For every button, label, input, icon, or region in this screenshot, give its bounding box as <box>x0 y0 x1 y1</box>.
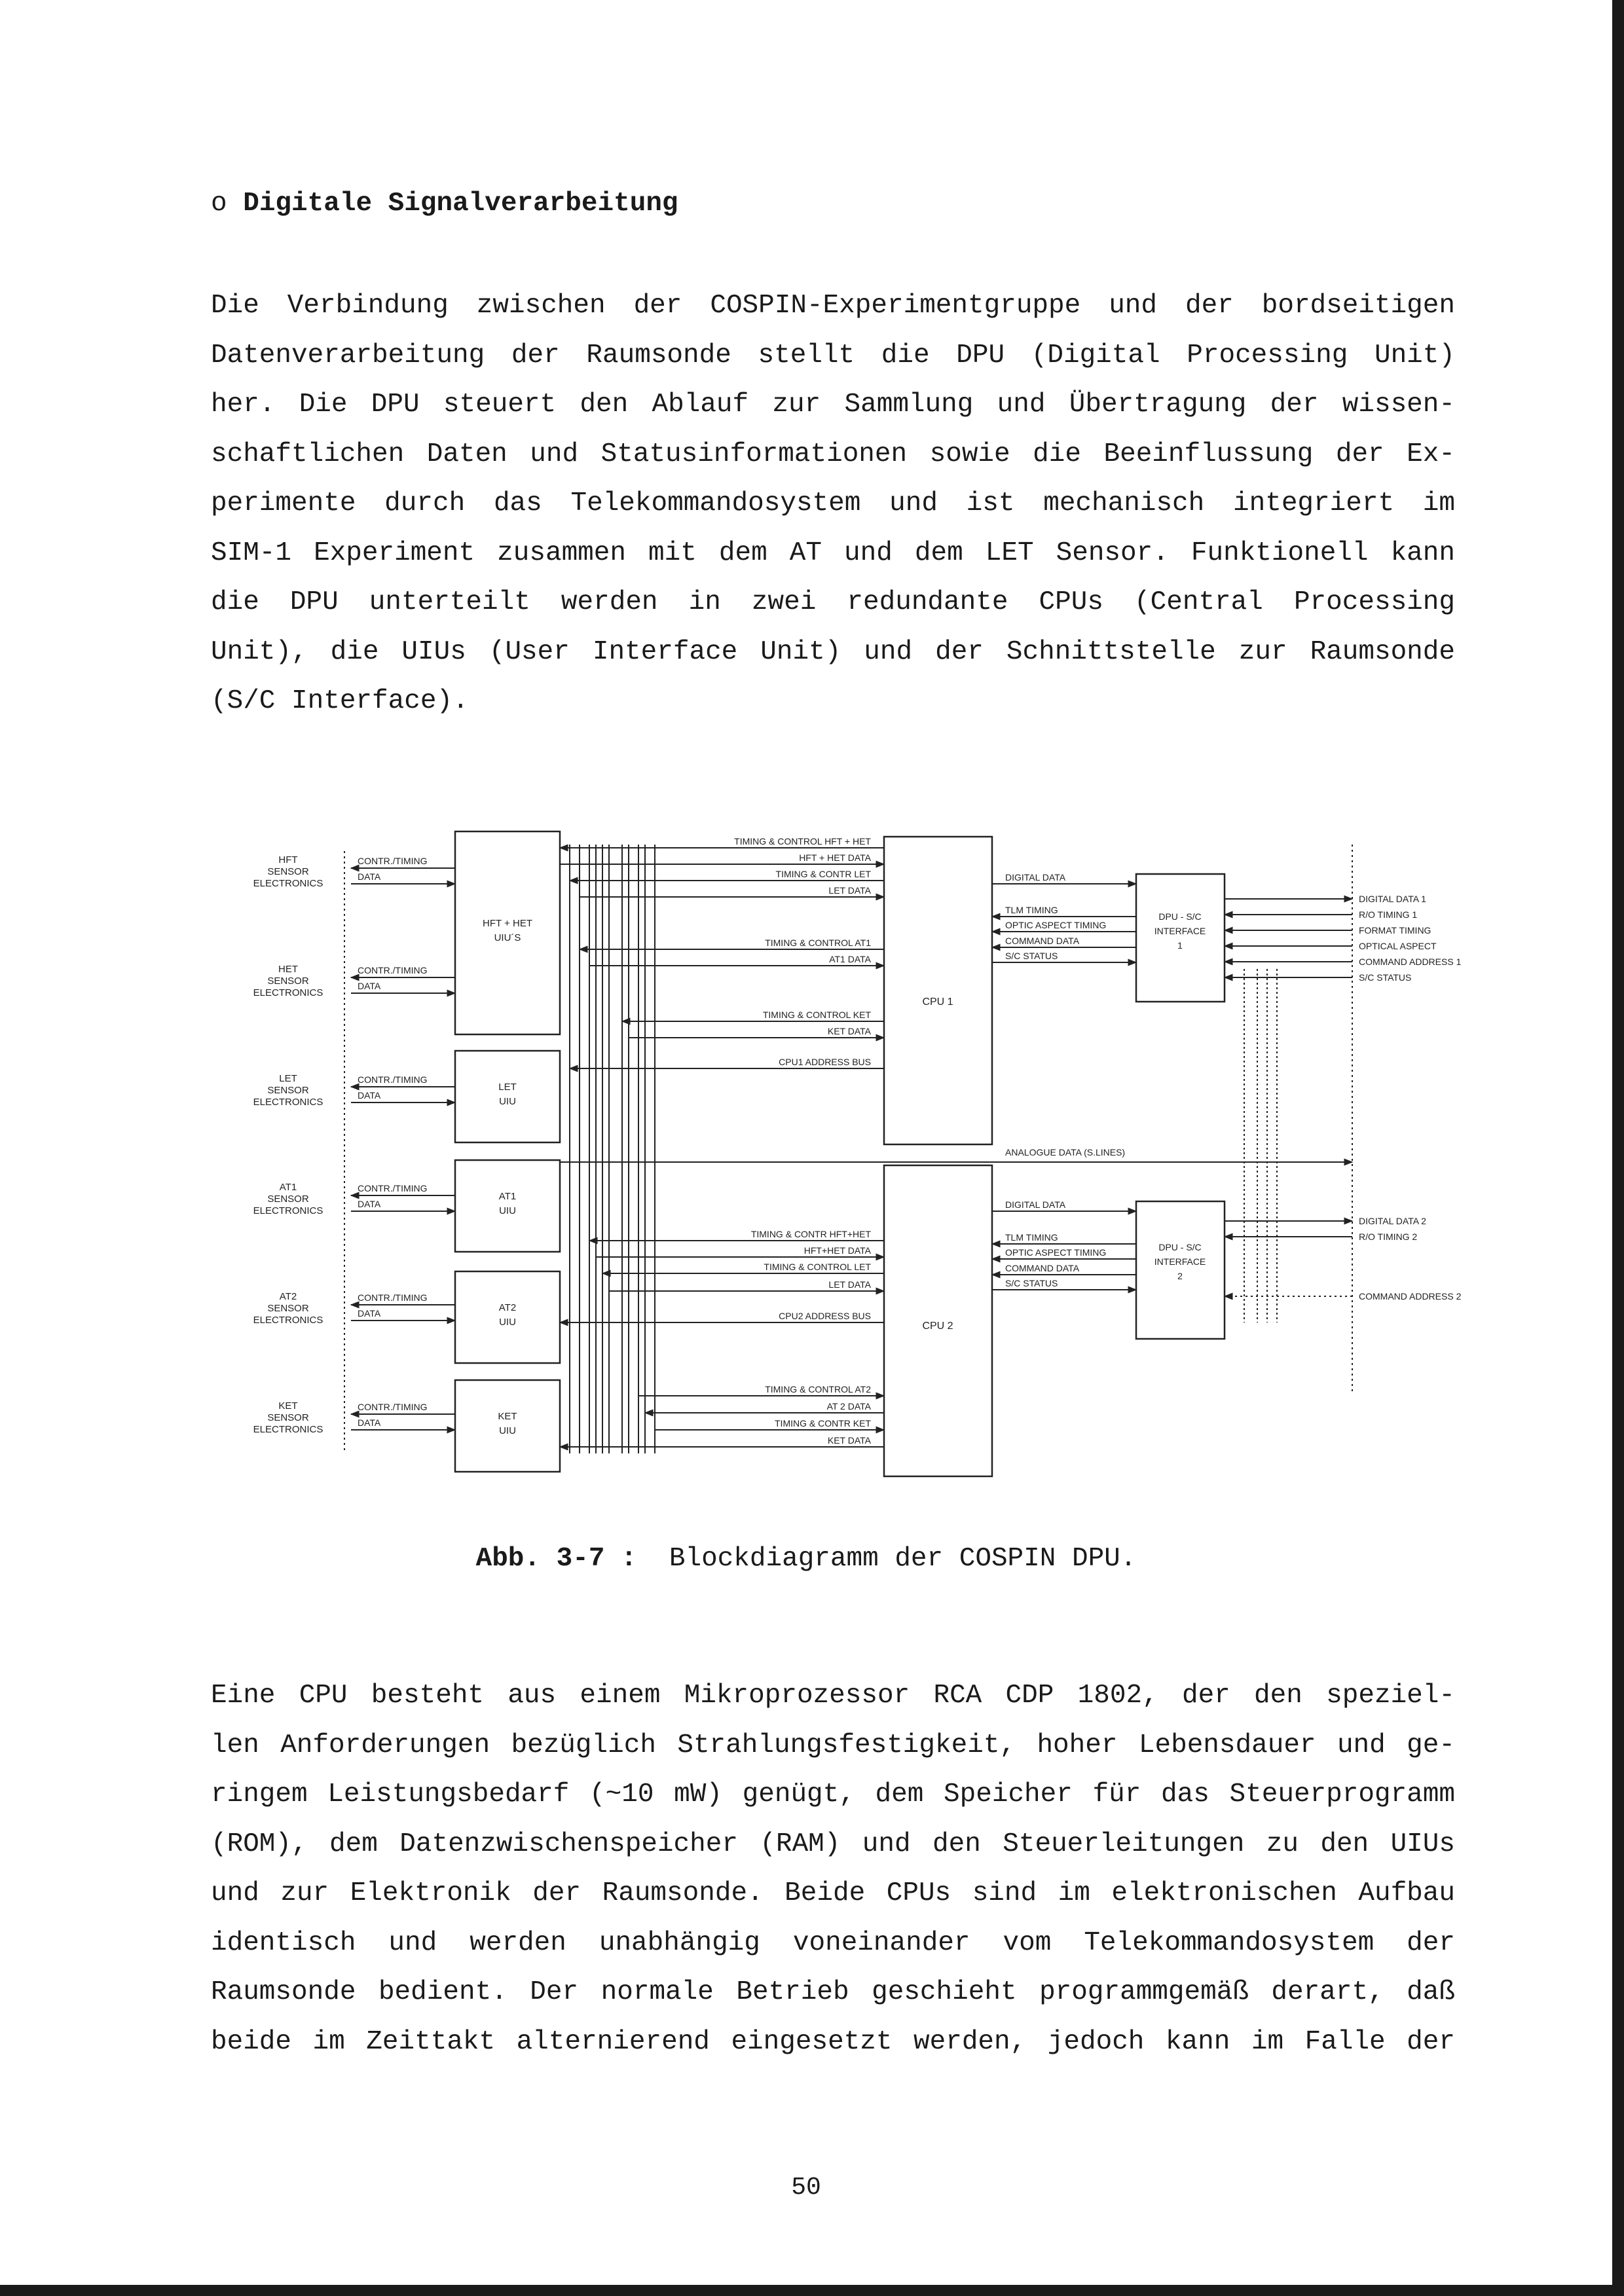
sc-signal-label: R/O TIMING 1 <box>1359 909 1418 920</box>
text-line: perimente durch das Telekommandosystem und ist mechanisch integriert im <box>211 488 1455 519</box>
cpu2-signal-label: TIMING & CONTROL LET <box>764 1262 871 1272</box>
cpu1-signal-label: AT1 DATA <box>829 954 871 964</box>
cpu1-signal-label: LET DATA <box>828 885 871 896</box>
text-line: identisch und werden unabhängig voneinander vom Telekommandosystem der <box>211 1927 1455 1958</box>
sensor-label: AT2 <box>279 1291 297 1302</box>
uiu-label: HFT + HET <box>483 918 532 929</box>
sc-signal-label: DIGITAL DATA 1 <box>1359 894 1426 904</box>
caption-text: Blockdiagramm der COSPIN DPU. <box>669 1544 1137 1574</box>
interface2-label: 2 <box>1177 1271 1183 1281</box>
sensor-label: ELECTRONICS <box>253 878 323 889</box>
sensor-label: SENSOR <box>267 975 309 987</box>
paragraph-intro <box>211 282 1455 727</box>
interface2-box <box>1136 1201 1225 1339</box>
sensor-data-label: DATA <box>358 1417 381 1428</box>
page-number: 50 <box>791 2174 821 2202</box>
command-address-2-label: COMMAND ADDRESS 2 <box>1359 1291 1462 1302</box>
cpu1-output-label: S/C STATUS <box>1005 951 1058 961</box>
cpu2-signal-label: CPU2 ADDRESS BUS <box>779 1311 871 1321</box>
text-line: und zur Elektronik der Raumsonde. Beide CPUs sind im elektronischen Aufbau <box>211 1878 1455 1908</box>
uiu-label: UIU <box>499 1317 516 1328</box>
sensor-label: HFT <box>278 854 298 866</box>
cpu2-output-label: DIGITAL DATA <box>1005 1199 1066 1210</box>
cpu1-output-label: COMMAND DATA <box>1005 936 1080 946</box>
sensor-label: SENSOR <box>267 1194 309 1205</box>
text-line: beide im Zeittakt alternierend eingesetzt werden, jedoch kann im Falle der <box>211 2026 1455 2057</box>
uiu-label: AT2 <box>498 1302 517 1313</box>
cpu2-signal-label: TIMING & CONTR KET <box>775 1418 871 1429</box>
interface2-label: DPU - S/C <box>1158 1242 1202 1252</box>
text-line: die DPU unterteilt werden in zwei redundante CPUs (Central Processing <box>211 587 1455 617</box>
sensor-label: AT1 <box>279 1182 297 1193</box>
sensor-label: SENSOR <box>267 1085 309 1096</box>
text-line: Die Verbindung zwischen der COSPIN-Experimentgruppe und der bordseitigen <box>211 291 1455 321</box>
caption-label: Abb. 3-7 : <box>475 1544 637 1574</box>
uiu-label: UIU´S <box>494 932 521 943</box>
sensor-label: ELECTRONICS <box>253 1315 323 1326</box>
uiu-label: KET <box>498 1411 517 1422</box>
sensor-label: ELECTRONICS <box>253 987 323 998</box>
text-line: Datenverarbeitung der Raumsonde stellt die DPU (Digital Processing Unit) <box>211 340 1455 371</box>
cpu1-signal-label: TIMING & CONTR LET <box>775 869 871 879</box>
sensor-label: ELECTRONICS <box>253 1205 323 1216</box>
sc-signal-label: OPTICAL ASPECT <box>1359 941 1437 951</box>
interface1-box <box>1136 874 1225 1002</box>
sensor-label: HET <box>278 964 298 975</box>
sensor-data-label: DATA <box>358 1308 381 1319</box>
text-line: (ROM), dem Datenzwischenspeicher (RAM) und den Steuerleitungen zu den UIUs <box>211 1829 1455 1859</box>
sc-signal-label: FORMAT TIMING <box>1359 925 1431 936</box>
cpu2-signal-label: LET DATA <box>828 1279 871 1290</box>
uiu-label: UIU <box>499 1096 516 1107</box>
heading-title: Digitale Signalverarbeitung <box>243 189 678 219</box>
cpu2-output-label: S/C STATUS <box>1005 1278 1058 1288</box>
cpu1-output-label: DIGITAL DATA <box>1005 872 1066 883</box>
text-line: Unit), die UIUs (User Interface Unit) und der Schnittstelle zur Raumsonde <box>211 636 1455 667</box>
figure-caption <box>0 1544 1612 1574</box>
sensor-data-label: DATA <box>358 981 381 991</box>
text-line: Eine CPU besteht aus einem Mikroprozessor RCA CDP 1802, der den speziel- <box>211 1681 1455 1711</box>
text-line: (S/C Interface). <box>211 686 469 716</box>
interface1-label: 1 <box>1177 940 1183 951</box>
cpu2-label: CPU 2 <box>922 1321 953 1332</box>
cpu1-label: CPU 1 <box>922 996 953 1008</box>
cpu2-signal-label: HFT+HET DATA <box>803 1245 871 1256</box>
cpu1-signal-label: TIMING & CONTROL KET <box>762 1010 871 1020</box>
interface2-label: INTERFACE <box>1154 1256 1206 1267</box>
sc-signal-label: COMMAND ADDRESS 1 <box>1359 957 1462 967</box>
uiu-label: UIU <box>499 1205 516 1216</box>
cpu1-signal-label: KET DATA <box>827 1026 871 1036</box>
cpu1-signal-label: TIMING & CONTROL HFT + HET <box>734 836 871 847</box>
text-line: her. Die DPU steuert den Ablauf zur Sammlung und Übertragung der wissen- <box>211 390 1455 420</box>
uiu-label: UIU <box>499 1425 516 1436</box>
sensor-control-label: CONTR./TIMING <box>358 856 428 866</box>
sensor-control-label: CONTR./TIMING <box>358 1292 428 1303</box>
sensor-control-label: CONTR./TIMING <box>358 1183 428 1194</box>
cpu2-output-label: COMMAND DATA <box>1005 1263 1080 1273</box>
section-heading <box>211 189 678 219</box>
cpu1-signal-label: TIMING & CONTROL AT1 <box>765 938 871 948</box>
sensor-control-label: CONTR./TIMING <box>358 1402 428 1412</box>
heading-bullet: o <box>211 189 227 219</box>
interface1-label: INTERFACE <box>1154 926 1206 936</box>
cpu2-signal-label: KET DATA <box>827 1435 871 1446</box>
uiu-label: LET <box>498 1082 517 1093</box>
sensor-label: SENSOR <box>267 1303 309 1314</box>
sensor-label: ELECTRONICS <box>253 1424 323 1435</box>
text-line: schaftlichen Daten und Statusinformationen sowie die Beeinflussung der Ex- <box>211 439 1455 469</box>
text-line: SIM-1 Experiment zusammen mit dem AT und dem LET Sensor. Funktionell kann <box>211 538 1455 568</box>
sensor-label: ELECTRONICS <box>253 1097 323 1108</box>
sensor-data-label: DATA <box>358 1090 381 1101</box>
analogue-data-label: ANALOGUE DATA (S.LINES) <box>1005 1147 1126 1157</box>
sensor-control-label: CONTR./TIMING <box>358 1074 428 1085</box>
cpu2-signal-label: TIMING & CONTROL AT2 <box>765 1384 871 1394</box>
text-line: ringem Leistungsbedarf (~10 mW) genügt, dem Speicher für das Steuerprogramm <box>211 1779 1455 1810</box>
sc-signal-label: DIGITAL DATA 2 <box>1359 1216 1426 1226</box>
cpu1-output-label: OPTIC ASPECT TIMING <box>1005 920 1107 930</box>
sensor-label: SENSOR <box>267 866 309 877</box>
sensor-label: SENSOR <box>267 1412 309 1423</box>
text-line: len Anforderungen bezüglich Strahlungsfestigkeit, hoher Lebensdauer und ge- <box>211 1730 1455 1760</box>
cpu1-signal-label: HFT + HET DATA <box>799 852 871 863</box>
cpu1-signal-label: CPU1 ADDRESS BUS <box>779 1057 871 1067</box>
block-diagram <box>203 825 1462 1486</box>
sc-signal-label: R/O TIMING 2 <box>1359 1231 1418 1242</box>
paragraph-cpu <box>211 1671 1455 2067</box>
text-line: Raumsonde bedient. Der normale Betrieb geschieht programmgemäß derart, daß <box>211 1977 1455 2007</box>
uiu-label: AT1 <box>498 1191 517 1202</box>
cpu1-output-label: TLM TIMING <box>1005 905 1058 915</box>
sensor-data-label: DATA <box>358 1199 381 1209</box>
cpu2-output-label: TLM TIMING <box>1005 1232 1058 1243</box>
sensor-data-label: DATA <box>358 871 381 882</box>
cpu1-box <box>884 837 992 1144</box>
sc-signal-label: S/C STATUS <box>1359 972 1412 983</box>
sensor-control-label: CONTR./TIMING <box>358 965 428 975</box>
cpu2-output-label: OPTIC ASPECT TIMING <box>1005 1247 1107 1258</box>
sensor-label: KET <box>278 1400 298 1412</box>
cpu2-signal-label: AT 2 DATA <box>826 1401 871 1412</box>
cpu2-signal-label: TIMING & CONTR HFT+HET <box>750 1229 871 1239</box>
sensor-label: LET <box>279 1073 297 1084</box>
interface1-label: DPU - S/C <box>1158 911 1202 922</box>
